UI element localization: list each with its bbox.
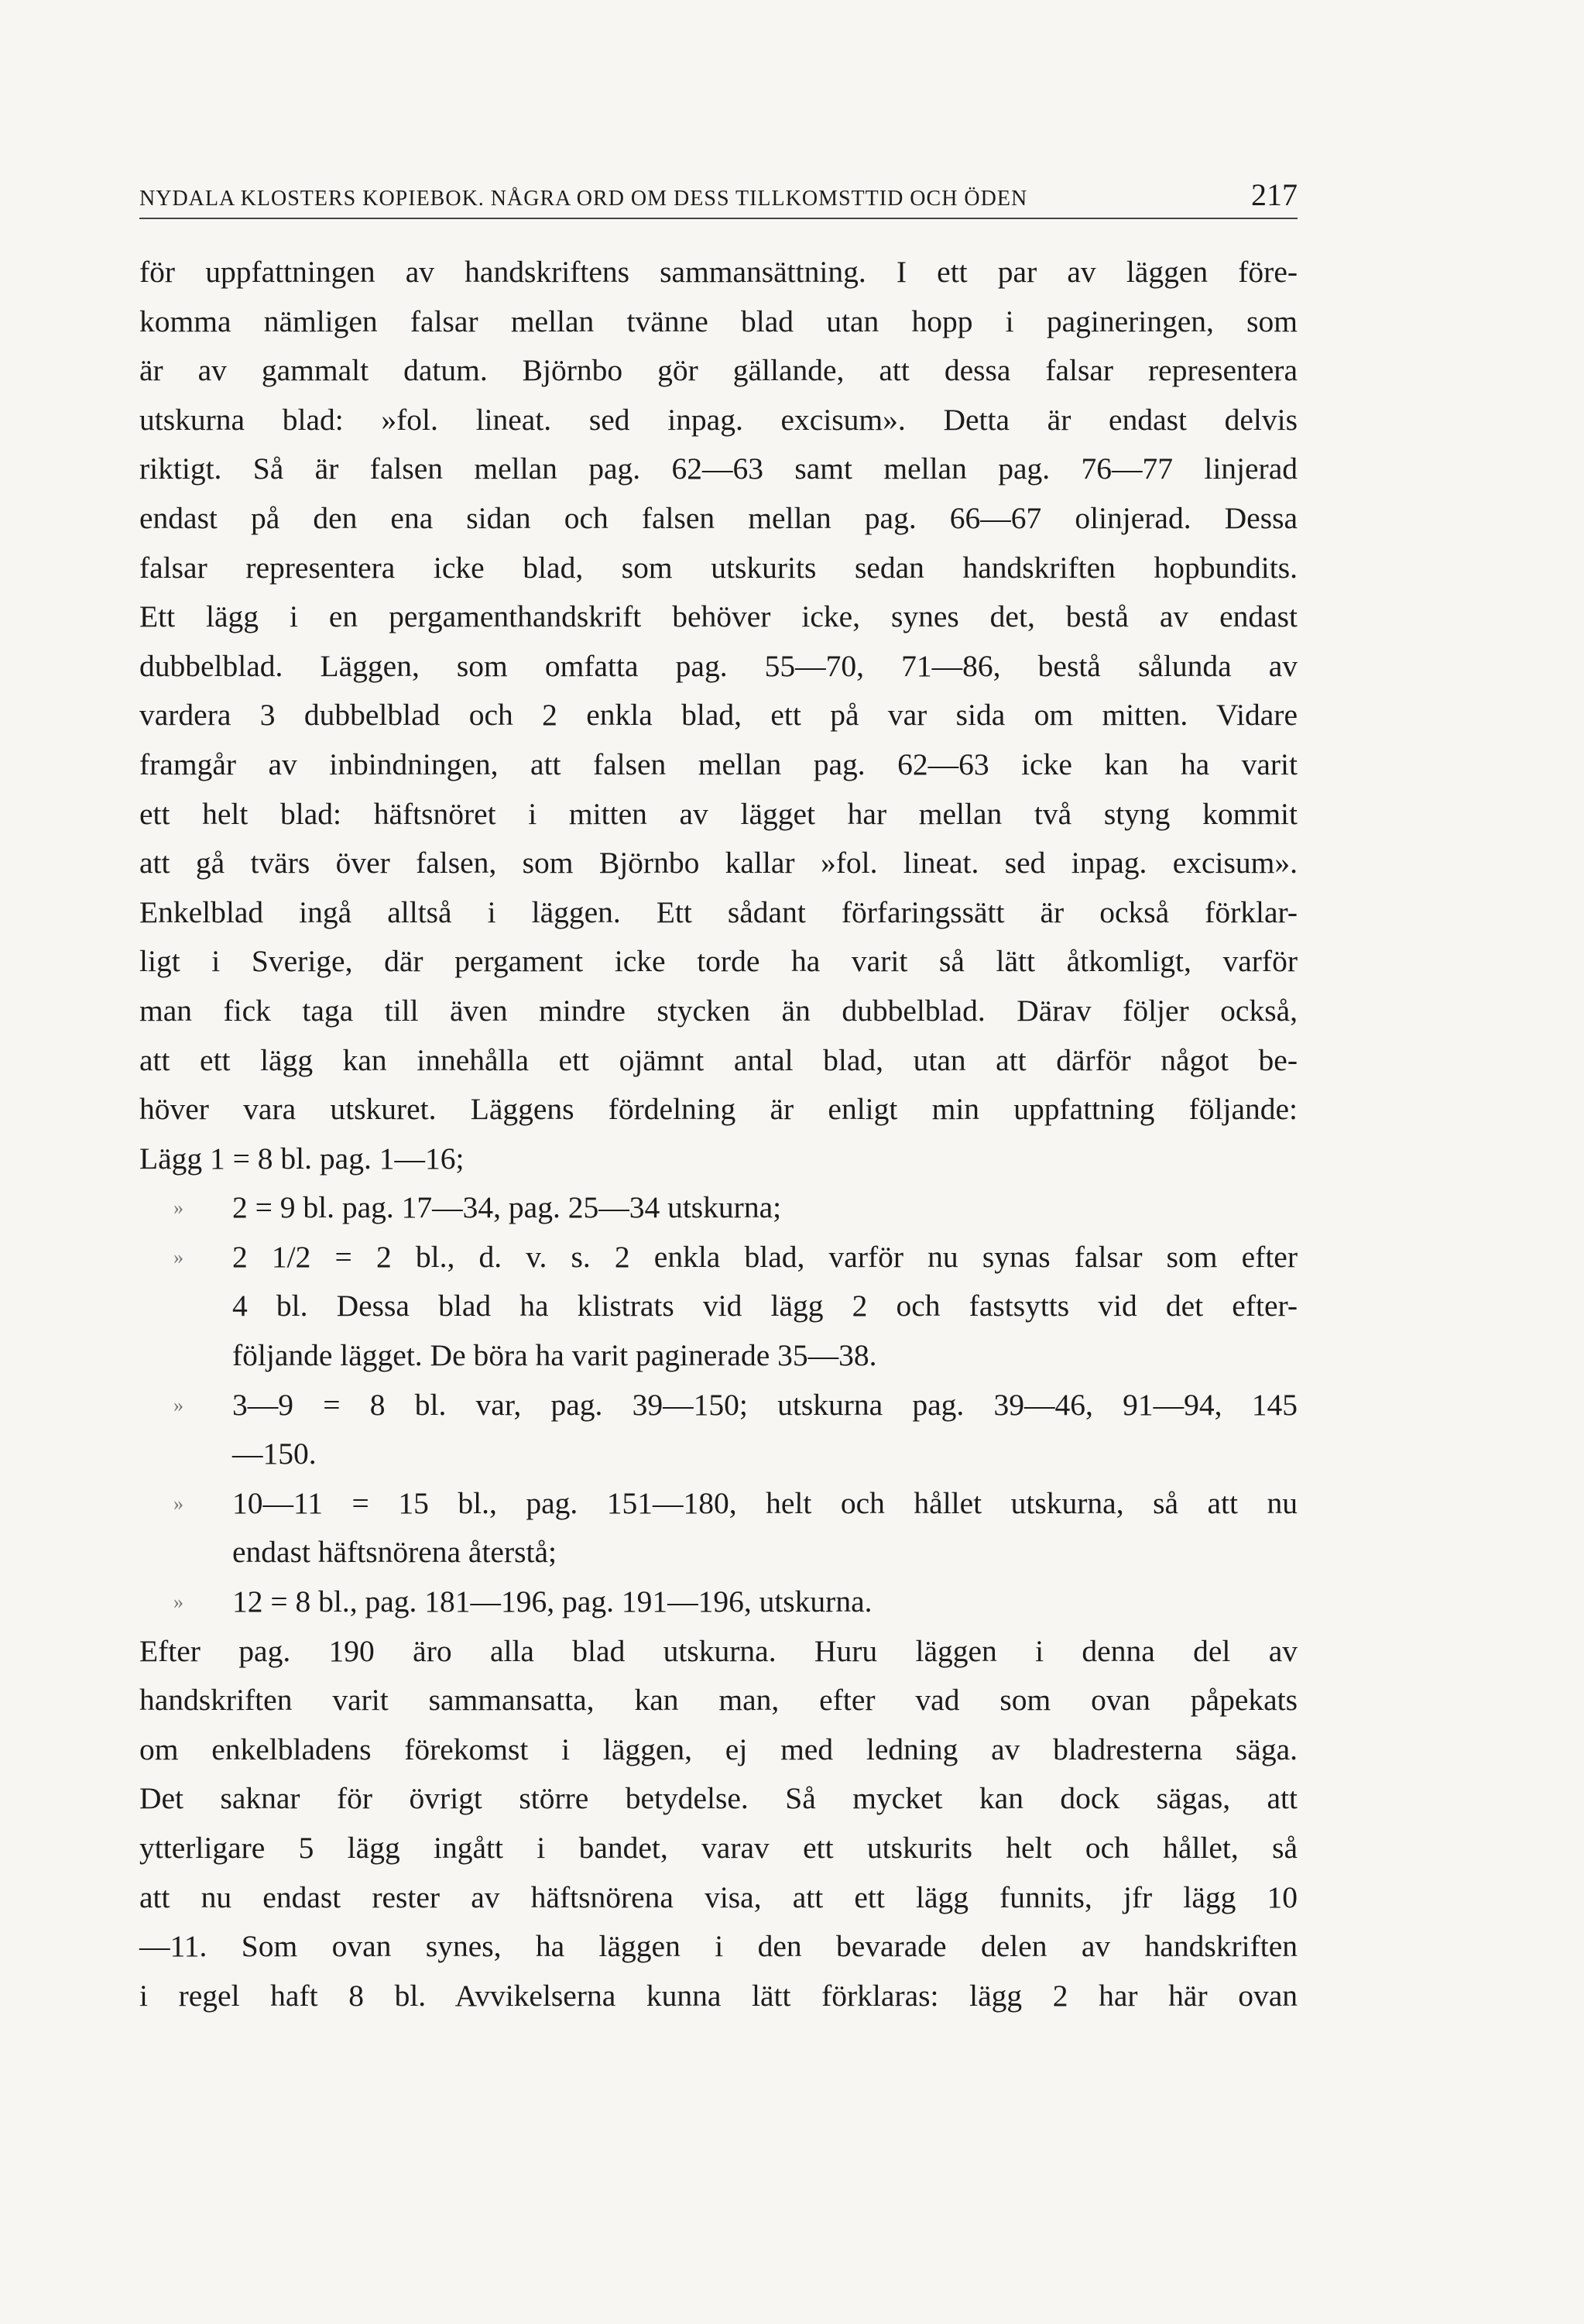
line-text: handskriften varit sammansatta, kan man, efter vad som ovan påpekats (139, 1683, 1298, 1718)
page-number: 217 (1251, 177, 1298, 212)
text-line (139, 1676, 1298, 1725)
text-line (139, 1233, 1298, 1282)
line-text: att gå tvärs över falsen, som Björnbo kallar »fol. lineat. sed inpag. excisum». (139, 846, 1298, 881)
text-line (139, 642, 1298, 692)
text-line (139, 494, 1298, 544)
line-text: endast på den ena sidan och falsen mellan pag. 66—67 olinjerad. Dessa (139, 500, 1298, 535)
line-text: ytterligare 5 lägg ingått i bandet, varav ett utskurits helt och hållet, så (139, 1831, 1298, 1865)
line-text: att ett lägg kan innehålla ett ojämnt antal blad, utan att därför något be- (139, 1042, 1298, 1077)
line-text: för uppfattningen av handskriftens sammansättning. I ett par av läggen före- (139, 255, 1298, 289)
text-line (139, 1774, 1298, 1824)
text-line (139, 1282, 1298, 1331)
text-line (139, 1577, 1298, 1627)
text-line (139, 1972, 1298, 2021)
line-text: 2 = 9 bl. pag. 17—34, pag. 25—34 utskurna; (232, 1190, 782, 1225)
text-line (139, 1479, 1298, 1529)
text-line (139, 1627, 1298, 1677)
line-text: endast häftsnörena återstå; (232, 1535, 557, 1570)
text-line (139, 1824, 1298, 1873)
running-head (139, 177, 1298, 219)
line-text: om enkelbladens förekomst i läggen, ej med ledning av bladresterna säga. (139, 1732, 1298, 1766)
text-line (139, 888, 1298, 938)
text-line (139, 987, 1298, 1036)
line-text: är av gammalt datum. Björnbo gör gällande, att dessa falsar representera (139, 353, 1298, 388)
running-head-title: NYDALA KLOSTERS KOPIEBOK. NÅGRA ORD OM DESS TILLKOMSTTID OCH ÖDEN (139, 187, 1028, 211)
line-text: Lägg 1 = 8 bl. pag. 1—16; (139, 1141, 465, 1176)
line-text: komma nämligen falsar mellan tvänne blad utan hopp i pagineringen, som (139, 304, 1298, 338)
ditto-mark: » (173, 1196, 183, 1220)
line-text: utskurna blad: »fol. lineat. sed inpag. excisum». Detta är endast delvis (139, 402, 1298, 437)
text-line (139, 445, 1298, 494)
line-text: ligt i Sverige, där pergament icke torde ha varit så lätt åtkomligt, varför (139, 944, 1298, 979)
ditto-mark: » (173, 1591, 183, 1614)
line-text: vardera 3 dubbelblad och 2 enkla blad, ett på var sida om mitten. Vidare (139, 698, 1298, 733)
line-text: Ett lägg i en pergamenthandskrift behöver icke, synes det, bestå av endast (139, 599, 1298, 634)
line-text: 12 = 8 bl., pag. 181—196, pag. 191—196, utskurna. (232, 1584, 873, 1619)
text-line (139, 937, 1298, 987)
text-line (139, 790, 1298, 839)
line-text: 10—11 = 15 bl., pag. 151—180, helt och hållet utskurna, så att nu (232, 1485, 1298, 1520)
line-text: framgår av inbindningen, att falsen mellan pag. 62—63 icke kan ha varit (139, 747, 1298, 781)
line-text: —150. (232, 1437, 317, 1471)
line-text: Det saknar för övrigt större betydelse. Så mycket kan dock sägas, att (139, 1781, 1298, 1816)
line-text: —11. Som ovan synes, ha läggen i den bevarade delen av handskriften (139, 1929, 1298, 1964)
text-line (139, 1036, 1298, 1086)
line-text: i regel haft 8 bl. Avvikelserna kunna lätt förklaras: lägg 2 har här ovan (139, 1978, 1298, 2013)
text-line (139, 1085, 1298, 1135)
text-line (139, 1183, 1298, 1233)
ditto-mark: » (173, 1393, 183, 1416)
line-text: 3—9 = 8 bl. var, pag. 39—150; utskurna pag. 39—46, 91—94, 145 (232, 1387, 1298, 1422)
line-text: Efter pag. 190 äro alla blad utskurna. Huru läggen i denna del av (139, 1633, 1298, 1668)
text-line (139, 1922, 1298, 1972)
text-line (139, 544, 1298, 593)
line-text: 2 1/2 = 2 bl., d. v. s. 2 enkla blad, varför nu synas falsar som efter (232, 1239, 1298, 1274)
text-line (139, 1430, 1298, 1479)
body-text (139, 248, 1298, 2020)
text-line (139, 248, 1298, 297)
text-line (139, 839, 1298, 888)
text-line (139, 740, 1298, 790)
text-line (139, 1331, 1298, 1381)
line-text: man fick taga till även mindre stycken än dubbelblad. Därav följer också, (139, 993, 1298, 1028)
line-text: Enkelblad ingå alltså i läggen. Ett sådant förfaringssätt är också förklar- (139, 894, 1298, 929)
text-line (139, 1381, 1298, 1430)
text-line (139, 1135, 1298, 1184)
text-line (139, 1528, 1298, 1577)
line-text: ett helt blad: häftsnöret i mitten av lägget har mellan två styng kommit (139, 796, 1298, 831)
line-text: dubbelblad. Läggen, som omfatta pag. 55—70, 71—86, bestå sålunda av (139, 648, 1298, 683)
text-line (139, 297, 1298, 347)
line-text: höver vara utskuret. Läggens fördelning är enligt min uppfattning följande: (139, 1092, 1298, 1127)
text-line (139, 1725, 1298, 1775)
line-text: falsar representera icke blad, som utskurits sedan handskriften hopbundits. (139, 550, 1298, 585)
text-line (139, 1873, 1298, 1923)
text-line (139, 691, 1298, 740)
text-line (139, 346, 1298, 396)
line-text: riktigt. Så är falsen mellan pag. 62—63 samt mellan pag. 76—77 linjerad (139, 451, 1298, 486)
ditto-mark: » (173, 1492, 183, 1515)
line-text: följande lägget. De böra ha varit paginerade 35—38. (232, 1338, 877, 1373)
line-text: att nu endast rester av häftsnörena visa, att ett lägg funnits, jfr lägg 10 (139, 1879, 1298, 1914)
line-text: 4 bl. Dessa blad ha klistrats vid lägg 2 och fastsytts vid det efter- (232, 1289, 1298, 1323)
text-line (139, 396, 1298, 445)
text-line (139, 592, 1298, 642)
ditto-mark: » (173, 1245, 183, 1268)
